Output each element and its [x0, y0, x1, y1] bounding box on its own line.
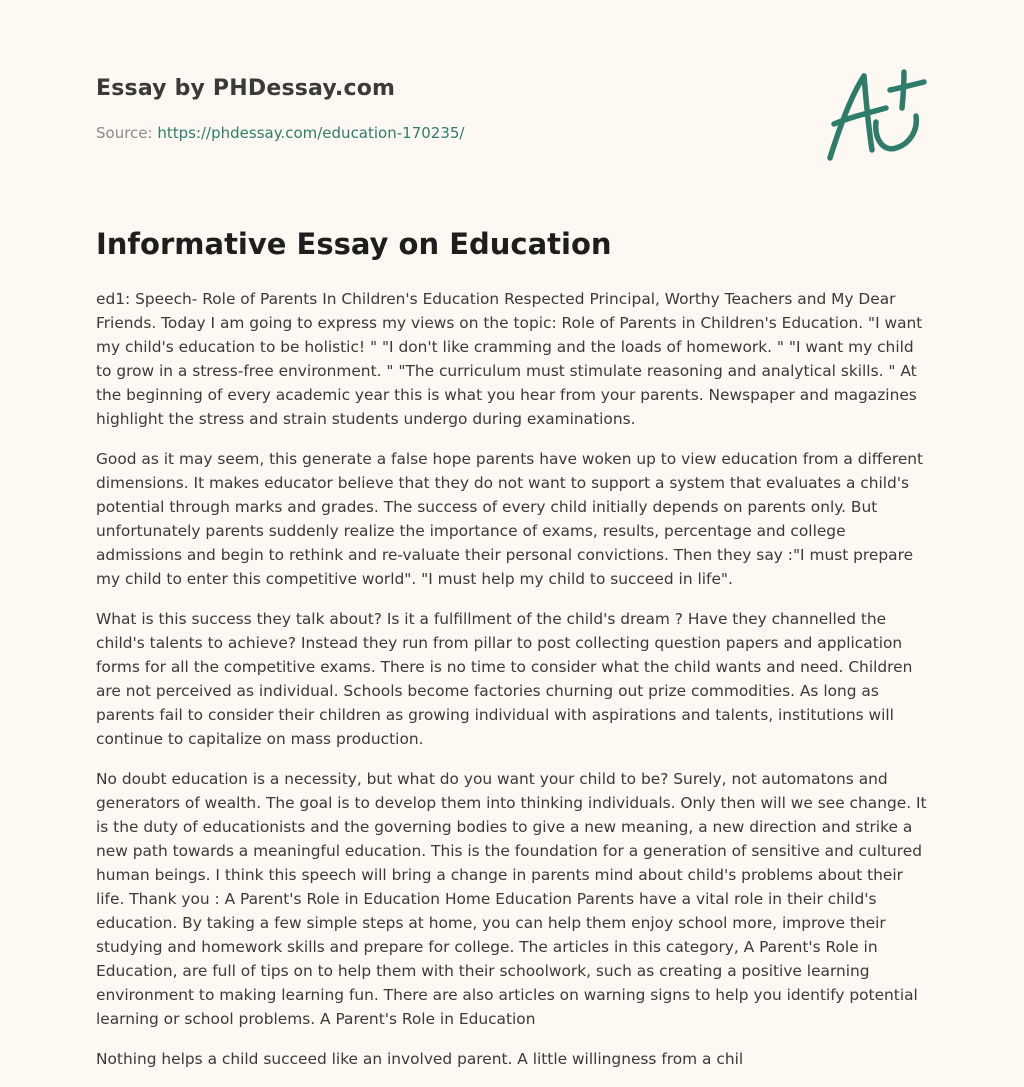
a-plus-logo — [820, 64, 930, 164]
essay-paragraph: What is this success they talk about? Is it a fulfillment of the child's dream ? Have they channelled the child's talents to achieve? Instead they run from pillar to post collecting question papers and application forms for all the competitive exams. There is no time to consider what the child wants and need. Children are not perceived as individual. Schools become factories churning out prize commodities. As long as parents fail to consider their children as growing individual with aspirations and talents, institutions will continue to capitalize on mass production. — [96, 610, 913, 748]
source-link[interactable]: https://phdessay.com/education-170235/ — [157, 124, 465, 142]
a-plus-logo-icon — [820, 64, 930, 164]
essay-title: Informative Essay on Education — [96, 227, 612, 261]
essay-paragraph: ed1: Speech- Role of Parents In Children's Education Respected Principal, Worthy Teachers and My Dear Friends. Today I am going to express my views on the topic: Role of Parents in Children's Education. "I want my child's education to be holistic! " "I don't like cramming and the loads of homework. " "I want my child to grow in a stress-free environment. " "The curriculum must stimulate reasoning and analytical skills. " At the beginning of every academic year this is what you hear from your parents. Newspaper and magazines highlight the stress and strain students undergo during examinations. — [96, 290, 923, 428]
essay-paragraph: Good as it may seem, this generate a false hope parents have woken up to view education from a different dimensions. It makes educator believe that they do not want to support a system that evaluates a child's potential through marks and grades. The success of every child initially depends on parents only. But unfortunately parents suddenly realize the importance of exams, results, percentage and college admissions and begin to rethink and re-valuate their personal convictions. Then they say :"I must prepare my child to enter this competitive world". "I must help my child to succeed in life". — [96, 450, 924, 588]
essay-body — [96, 287, 932, 1087]
essay-paragraph: No doubt education is a necessity, but what do you want your child to be? Surely, not automatons and generators of wealth. The goal is to develop them into thinking individuals. Only then will we see change. It is the duty of educationists and the governing bodies to give a new meaning, a new direction and strike a new path towards a meaningful education. This is the foundation for a generation of sensitive and cultured human beings. I think this speech will bring a change in parents mind about child's problems about their life. Thank you : A Parent's Role in Education Home Education Parents have a vital role in their child's education. By taking a few simple steps at home, you can help them enjoy school more, improve their studying and homework skills and prepare for college. The articles in this category, A Parent's Role in Education, are full of tips on to help them with their schoolwork, such as creating a positive learning environment to making learning fun. There are also articles on warning signs to help you identify potential learning or school problems. A Parent's Role in Education — [96, 770, 927, 1028]
source-line — [96, 124, 464, 142]
essay-paragraph: Nothing helps a child succeed like an involved parent. A little willingness from a chil — [96, 1050, 744, 1068]
source-label: Source: — [96, 124, 158, 142]
site-brand: Essay by PHDessay.com — [96, 76, 396, 101]
